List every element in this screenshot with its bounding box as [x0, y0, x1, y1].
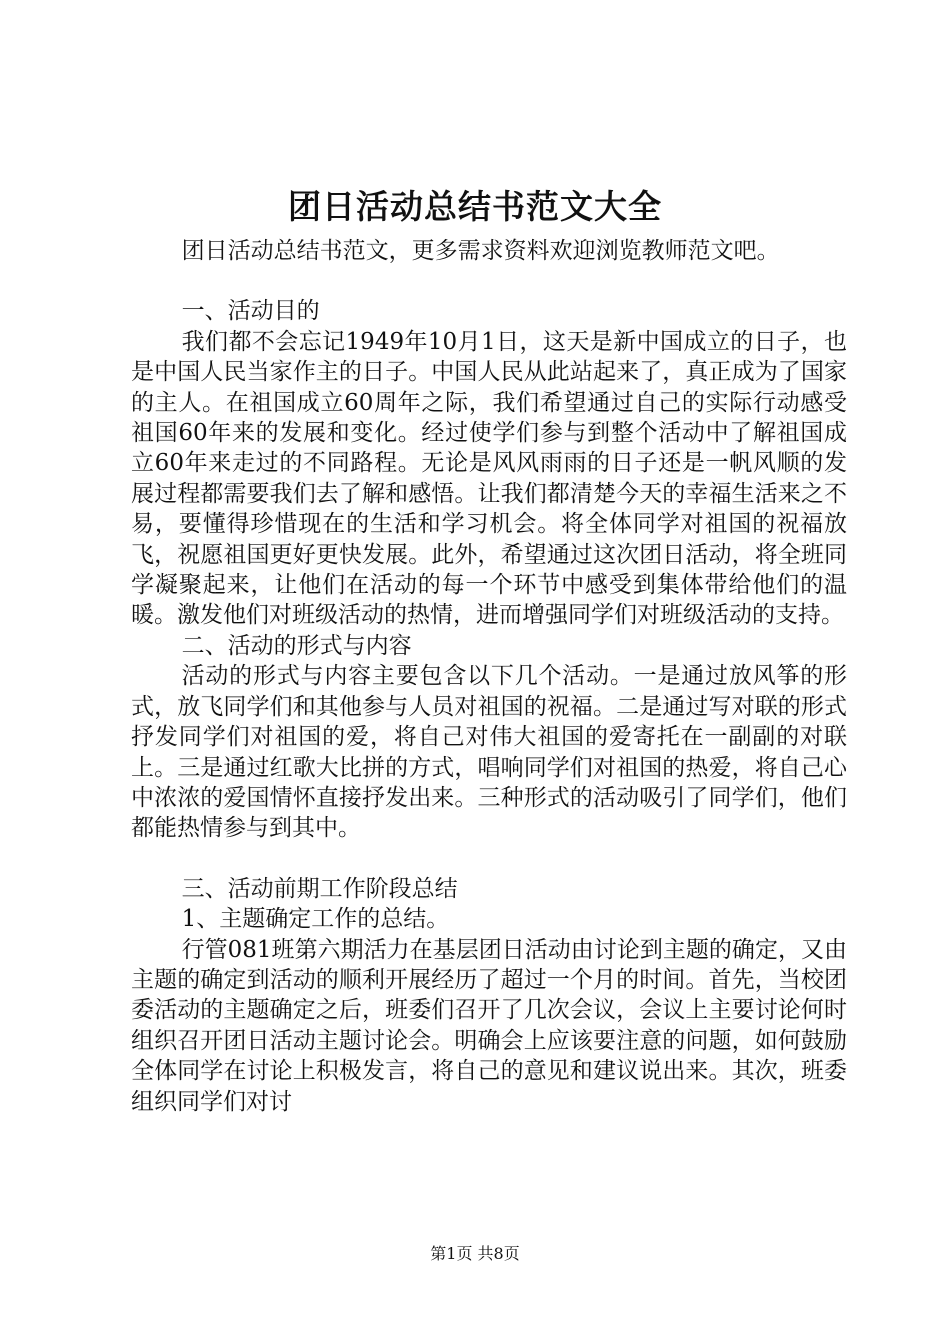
section-heading-form: 二、活动的形式与内容	[181, 632, 412, 659]
form-paragraph: 活动的形式与内容主要包含以下几个活动。一是通过放风筝的形式，放飞同学们和其他参与人员对祖国的祝福。二是通过写对联的形式抒发同学们对祖国的爱，将自己对伟大祖国的爱寄托在一副副的对联上。三是通过红歌大比拼的方式，唱响同学们对祖国的热爱，将自己心中浓浓的爱国情怀直接抒发出来。三种形式的活动吸引了同学们，他们都能热情参与到其中。	[131, 663, 847, 842]
purpose-paragraph: 我们都不会忘记1949年10月1日，这天是新中国成立的日子，也是中国人民当家作主的日子。中国人民从此站起来了，真正成为了国家的主人。在祖国成立60周年之际，我们希望通过自己的实际行动感受祖国60年来的发展和变化。经过使学们参与到整个活动中了解祖国成立60年来走过的不同路程。无论是风风雨雨的日子还是一帆风顺的发展过程都需要我们去了解和感悟。让我们都清楚今天的幸福生活来之不易，要懂得珍惜现在的生活和学习机会。将全体同学对祖国的祝福放飞，祝愿祖国更好更快发展。此外，希望通过这次团日活动，将全班同学凝聚起来，让他们在活动的每一个环节中感受到集体带给他们的温暖。激发他们对班级活动的热情，进而增强同学们对班级活动的支持。	[131, 328, 847, 629]
section-heading-purpose: 一、活动目的	[181, 298, 320, 325]
subsection-heading-theme: 1、主题确定工作的总结。	[181, 906, 450, 933]
document-body	[131, 236, 847, 1117]
section-heading-early-stage: 三、活动前期工作阶段总结	[181, 875, 458, 902]
document-title: 团日活动总结书范文大全	[288, 187, 662, 226]
page-footer: 第1页 共8页	[430, 1244, 520, 1263]
theme-paragraph: 行管081班第六期活力在基层团日活动由讨论到主题的确定，又由主题的确定到活动的顺利开展经历了超过一个月的时间。首先，当校团委活动的主题确定之后，班委们召开了几次会议，会议上主要讨论何时组织召开团日活动主题讨论会。明确会上应该要注意的问题，如何鼓励全体同学在讨论上积极发言，将自己的意见和建议说出来。其次，班委组织同学们对讨	[131, 936, 847, 1115]
intro-paragraph: 团日活动总结书范文，更多需求资料欢迎浏览教师范文吧。	[181, 238, 780, 264]
